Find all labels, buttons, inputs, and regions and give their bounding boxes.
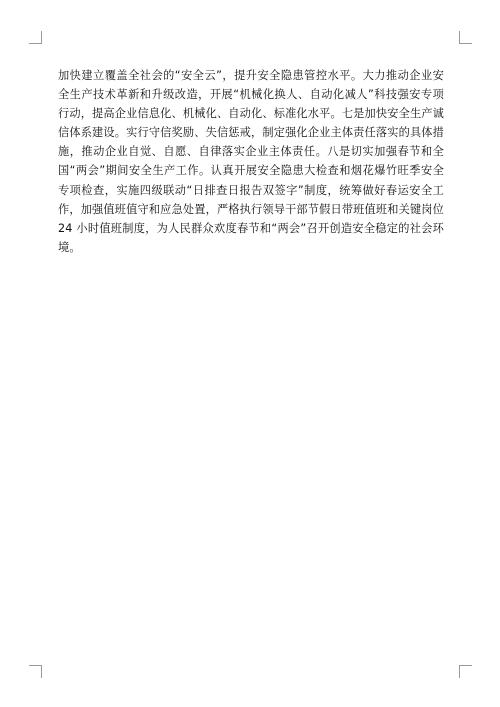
crop-mark-top-left (29, 31, 42, 44)
crop-mark-bottom-right (459, 665, 472, 678)
crop-mark-bottom-left (29, 665, 42, 678)
crop-mark-top-right (459, 31, 472, 44)
body-paragraph: 加快建立覆盖全社会的“安全云”，提升安全隐患管控水平。大力推动企业安全生产技术革新和升级改造，开展“机械化换人、自动化减人”科技强安专项行动，提高企业信息化、机械化、自动化、标准化水平。七是加快安全生产诚信体系建设。实行守信奖励、失信惩戒，制定强化企业主体责任落实的具体措施，推动企业自觉、自愿、自律落实企业主体责任。八是切实加强春节和全国“两会”期间安全生产工作。认真开展安全隐患大检查和烟花爆竹旺季安全专项检查，实施四级联动“日排查日报告双签字”制度，统筹做好春运安全工作，加强值班值守和应急处置，严格执行领导干部节假日带班值班和关键岗位 24 小时值班制度，为人民群众欢度春节和“两会”召开创造安全稳定的社会环境。 (58, 69, 444, 254)
